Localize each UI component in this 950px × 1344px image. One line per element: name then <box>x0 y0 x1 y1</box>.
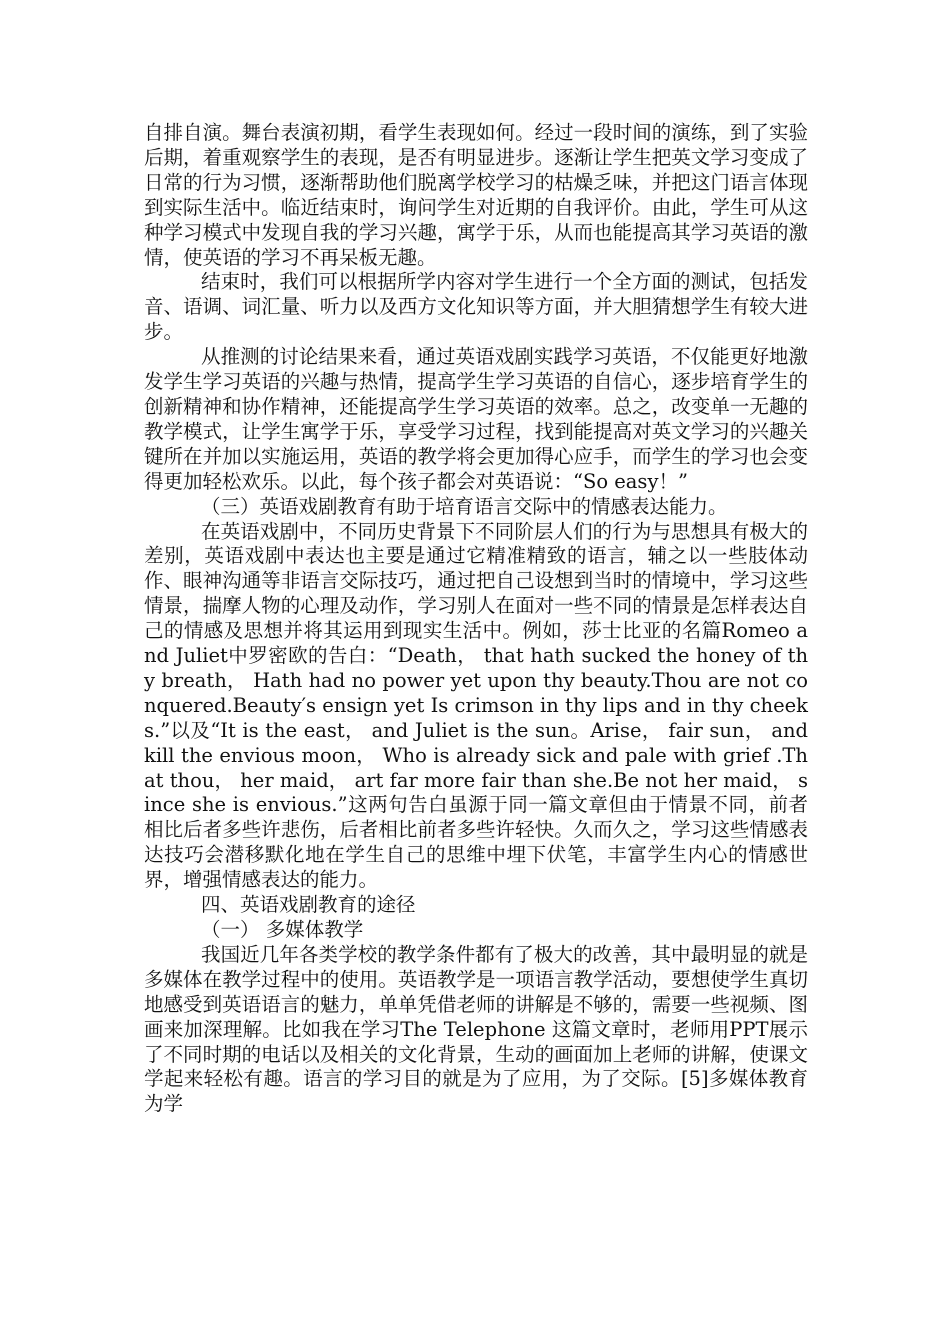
section-heading-approaches: 四、英语戏剧教育的途径 <box>201 893 416 917</box>
paragraph-drama-emotion: 在英语戏剧中，不同历史背景下不同阶层人们的行为与思想具有极大的差别，英语戏剧中表达也主要是通过它精准精致的语言，辅之以一些肢体动作、眼神沟通等非语言交际技巧，通过把自己设想到当时的情境中，学习这些情景，揣摩人物的心理及动作，学习别人在面对一些不同的情景是怎样表达自己的情感及思想并将其运用到现实生活中。例如，莎士比亚的名篇Romeo and Juliet中罗密欧的告白：“Death， that hath sucked the honey of thy breath， Hath had no power yet upon thy beauty.Thou are not conquered.Beauty′s ensign yet Is crimson in thy lips and in thy cheeks.”以及“It is the east， and Juliet is the sun。Arise， fair sun， and kill the envious moon， Who is already sick and pale with grief .That thou， her maid， art far more fair than she.Be not her maid， since she is envious.”这两句告白虽源于同一篇文章但由于情景不同，前者相比后者多些许悲伤，后者相比前者多些许轻快。久而久之，学习这些情感表达技巧会潜移默化地在学生自己的思维中埋下伏笔，丰富学生内心的情感世界，增强情感表达的能力。 <box>144 519 808 892</box>
section-heading-emotional-expression: （三）英语戏剧教育有助于培育语言交际中的情感表达能力。 <box>201 494 728 518</box>
paragraph-continuation: 自排自演。舞台表演初期，看学生表现如何。经过一段时间的演练，到了实验后期，着重观察学生的表现，是否有明显进步。逐渐让学生把英文学习变成了日常的行为习惯，逐渐帮助他们脱离学校学习的枯燥乏味，并把这门语言体现到实际生活中。临近结束时，询问学生对近期的自我评价。由此，学生可从这种学习模式中发现自我的学习兴趣，寓学于乐，从而也能提高其学习英语的激情，使英语的学习不再呆板无趣。 <box>144 121 808 269</box>
document-body <box>144 121 808 1117</box>
subsection-heading-multimedia: （一） 多媒体教学 <box>201 918 364 941</box>
paragraph-multimedia-teaching: 我国近几年各类学校的教学条件都有了极大的改善，其中最明显的就是多媒体在教学过程中的使用。英语教学是一项语言教学活动，要想使学生真切地感受到英语语言的魅力，单单凭借老师的讲解是不够的，需要一些视频、图画来加深理解。比如我在学习The Telephone 这篇文章时，老师用PPT展示了不同时期的电话以及相关的文化背景，生动的画面加上老师的讲解，使课文学起来轻松有趣。语言的学习目的就是为了应用，为了交际。[5]多媒体教育为学 <box>144 942 808 1116</box>
paragraph-discussion-results: 从推测的讨论结果来看，通过英语戏剧实践学习英语，不仅能更好地激发学生学习英语的兴趣与热情，提高学生学习英语的自信心，逐步培育学生的创新精神和协作精神，还能提高学生学习英语的效率。总之，改变单一无趣的教学模式，让学生寓学于乐，享受学习过程，找到能提高对英文学习的兴趣关键所在并加以实施运用，英语的教学将会更加得心应手，而学生的学习也会变得更加轻松欢乐。以此，每个孩子都会对英语说：“So easy！” <box>144 345 808 493</box>
paragraph-final-test: 结束时，我们可以根据所学内容对学生进行一个全方面的测试，包括发音、语调、词汇量、听力以及西方文化知识等方面，并大胆猜想学生有较大进步。 <box>144 270 808 344</box>
